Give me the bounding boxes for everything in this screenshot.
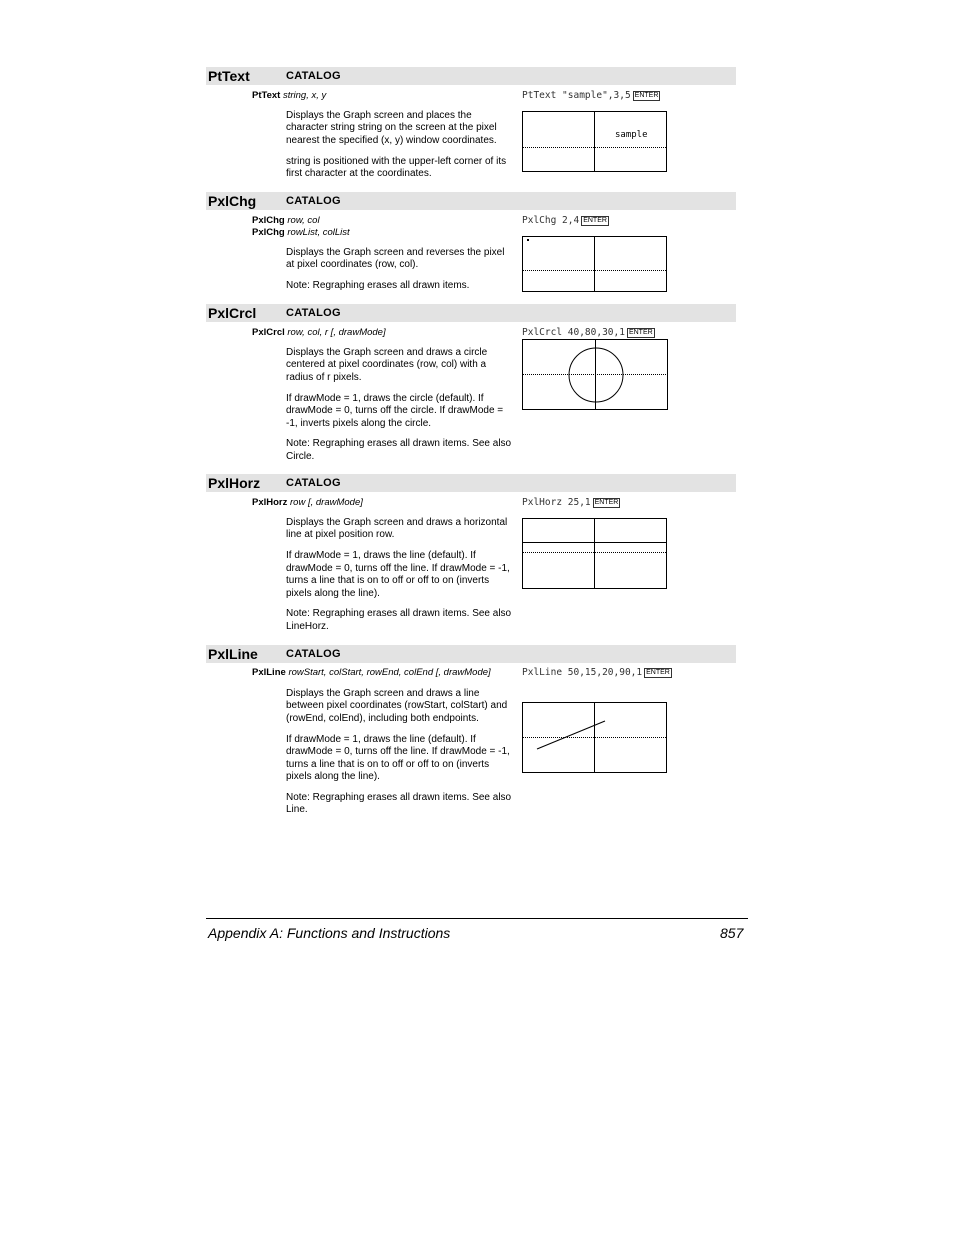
graph-screen (522, 236, 667, 292)
function-name: PxlCrcl (208, 305, 257, 321)
description (286, 347, 512, 472)
description-paragraph: Note: Regraphing erases all drawn items. See also Circle. (286, 438, 512, 462)
description (286, 110, 512, 189)
section-header-pttext (206, 67, 736, 85)
example-command: PxlChg 2,4 ENTER (522, 215, 607, 226)
function-name: PtText (208, 68, 250, 84)
section-header-pxlcrcl (206, 304, 736, 322)
function-name: PxlHorz (208, 475, 261, 491)
section-header-pxlline (206, 645, 736, 663)
page-number: 857 (720, 925, 744, 941)
graph-screen (522, 702, 667, 773)
description-paragraph: Note: Regraphing erases all drawn items. See also LineHorz. (286, 608, 512, 632)
syntax-line: PxlHorz row [, drawMode] (252, 497, 363, 508)
catalog-label: CATALOG (286, 307, 341, 319)
syntax-line: PxlChg rowList, colList (252, 227, 350, 238)
footer-rule (206, 918, 748, 919)
section-header-pxlchg (206, 192, 736, 210)
function-name: PxlChg (208, 193, 257, 209)
description-paragraph: Displays the Graph screen and reverses the pixel at pixel coordinates (row, col). (286, 247, 505, 271)
screen-text: sample (615, 130, 648, 140)
syntax-line: PxlLine rowStart, colStart, rowEnd, colEnd [, drawMode] (252, 667, 491, 678)
description (286, 517, 512, 642)
catalog-label: CATALOG (286, 648, 341, 660)
enter-key-icon: ENTER (634, 92, 659, 99)
description-paragraph: Displays the Graph screen and draws a circle centered at pixel coordinates (row, col) with a radius of r pixels. (286, 347, 488, 383)
example-command: PxlCrcl 40,80,30,1 ENTER (522, 327, 653, 338)
catalog-label: CATALOG (286, 195, 341, 207)
enter-key-icon: ENTER (583, 217, 607, 224)
description-paragraph: Displays the Graph screen and draws a horizontal line at pixel position row. (286, 517, 508, 541)
enter-key-icon: ENTER (646, 669, 670, 676)
enter-key-icon: ENTER (594, 499, 619, 506)
syntax-line: PxlChg row, col (252, 215, 320, 226)
graph-screen (522, 518, 667, 589)
description-paragraph: If drawMode = 1, draws the line (default). If drawMode = 0, turns off the line. If drawMode = -1, turns a line that is on to off or off to on (inverts pixels along the line). (286, 550, 510, 599)
description-paragraph: string is positioned with the upper-left corner of its first character at the coordinates. (286, 155, 507, 180)
example-command: PxlLine 50,15,20,90,1 ENTER (522, 667, 670, 678)
enter-key-icon: ENTER (628, 329, 653, 336)
catalog-label: CATALOG (286, 477, 341, 489)
description-paragraph: Displays the Graph screen and places the character string string on the screen at the pixel nearest the specified (x, y) window coordinates. (286, 110, 497, 146)
function-name: PxlLine (208, 646, 258, 662)
graph-screen (522, 339, 668, 410)
pixel-dot (527, 239, 529, 241)
graph-screen (522, 111, 667, 172)
syntax-line: PtText string, x, y (252, 90, 327, 101)
description-paragraph: Displays the Graph screen and draws a line between pixel coordinates (rowStart, colStart) and (rowEnd, colEnd), including both endpoints. (286, 688, 508, 724)
syntax-line: PxlCrcl row, col, r [, drawMode] (252, 327, 386, 338)
example-command: PxlHorz 25,1 ENTER (522, 497, 619, 508)
footer-title: Appendix A: Functions and Instructions (208, 925, 451, 941)
example-command: PtText "sample",3,5 ENTER (522, 90, 659, 101)
catalog-label: CATALOG (286, 70, 341, 82)
description-paragraph: If drawMode = 1, draws the circle (default). If drawMode = 0, turns off the circle. If drawMode = -1, inverts pixels along the circle. (286, 392, 504, 429)
description-paragraph: Note: Regraphing erases all drawn items. See also Line. (286, 791, 512, 816)
description-paragraph: Note: Regraphing erases all drawn items. (286, 280, 470, 292)
description (286, 688, 512, 825)
description-paragraph: If drawMode = 1, draws the line (default). If drawMode = 0, turns off the line. If drawMode = -1, turns a line that is on to off or off to on (inverts pixels along the line). (286, 733, 510, 782)
section-header-pxlhorz (206, 474, 736, 492)
description (286, 247, 512, 301)
